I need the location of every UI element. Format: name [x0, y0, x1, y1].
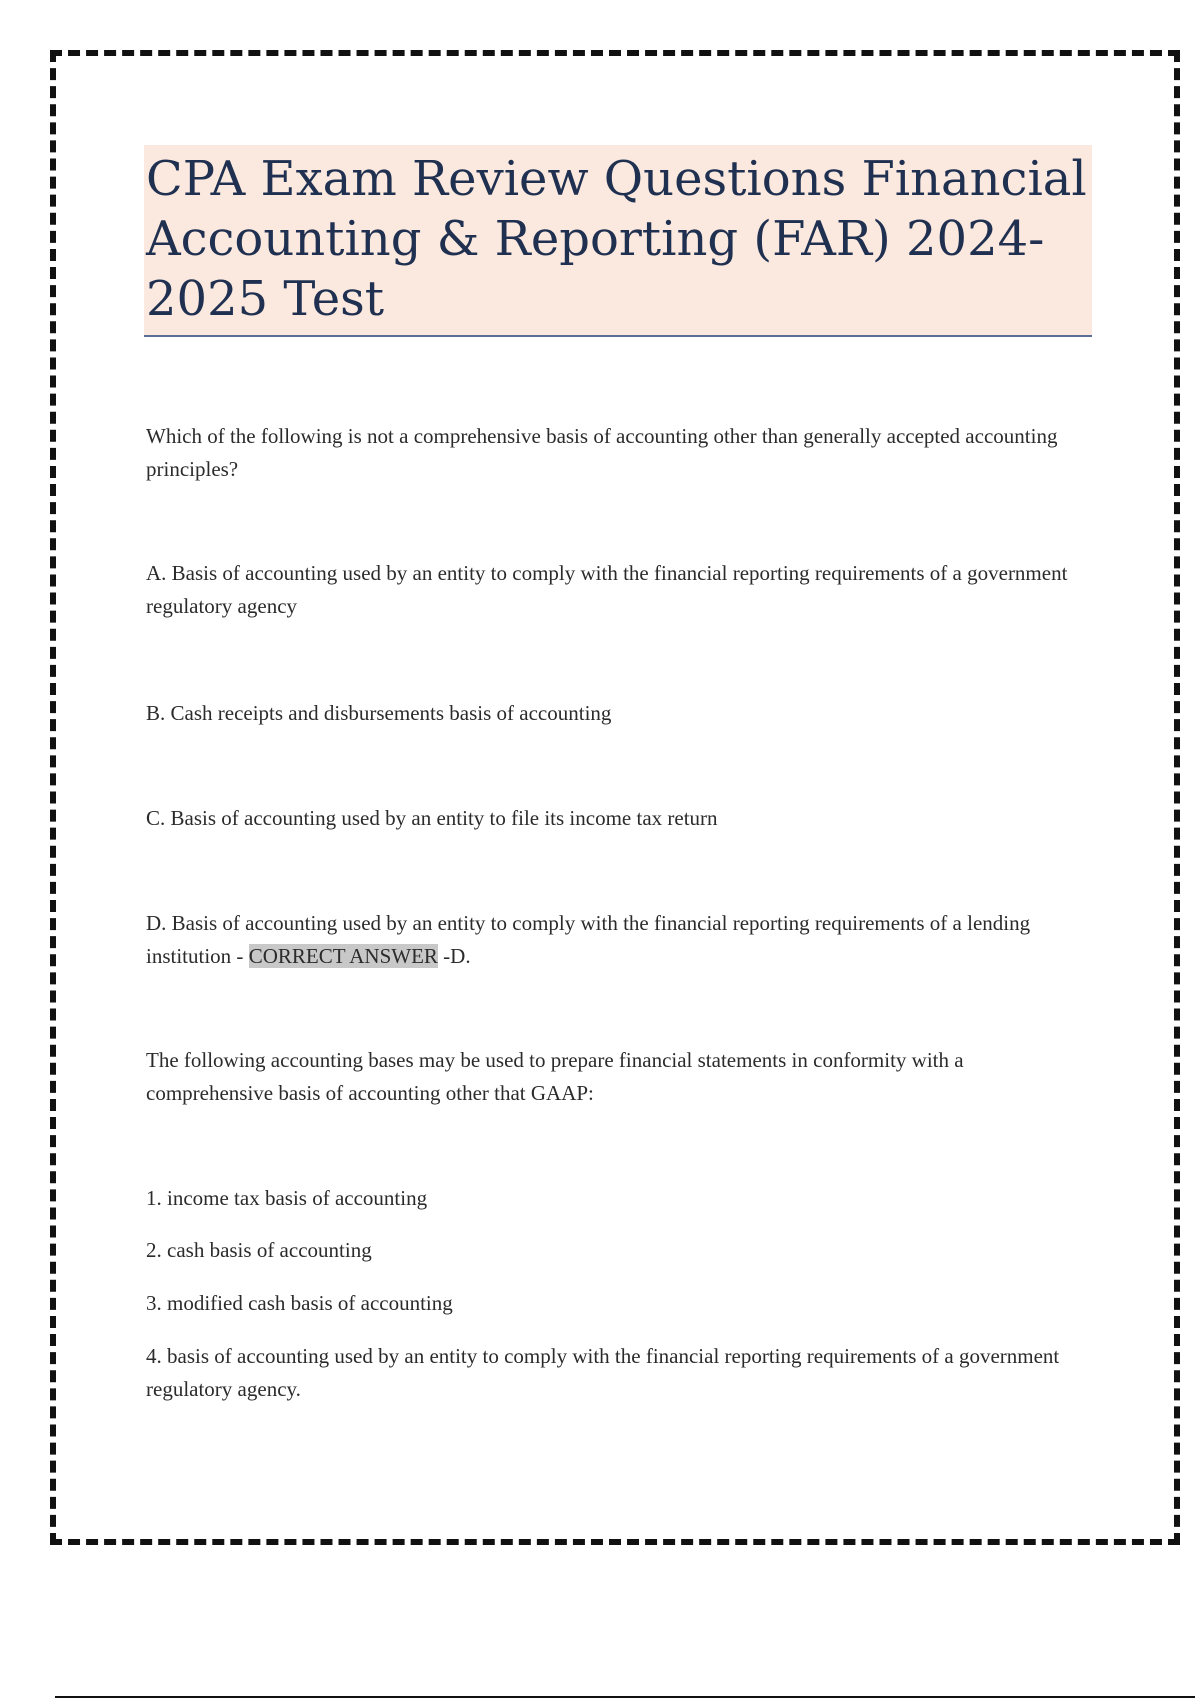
list-item: 1. income tax basis of accounting [146, 1186, 428, 1210]
question-1-option-c: C. Basis of accounting used by an entity to file its income tax return [146, 806, 718, 830]
list-item: 4. basis of accounting used by an entity to comply with the financial reporting requirements of a government regulatory agency. [146, 1344, 1060, 1401]
correct-answer-value: -D. [437, 944, 471, 968]
footer-divider [55, 1696, 1195, 1698]
list-item: 3. modified cash basis of accounting [146, 1291, 453, 1315]
option-d-text: D. Basis of accounting used by an entity to comply with the financial reporting requirements of a lending institution - [146, 911, 1031, 968]
question-1-option-b: B. Cash receipts and disbursements basis of accounting [146, 701, 612, 725]
document-title: CPA Exam Review Questions Financial Accounting & Reporting (FAR) 2024-2025 Test [146, 151, 1087, 327]
question-1-prompt: Which of the following is not a comprehensive basis of accounting other than generally accepted accounting principles? [146, 424, 1058, 481]
list-item: 2. cash basis of accounting [146, 1238, 372, 1262]
question-1-option-a: A. Basis of accounting used by an entity to comply with the financial reporting requirements of a government regulatory agency [146, 561, 1068, 618]
question-2-prompt: The following accounting bases may be used to prepare financial statements in conformity with a comprehensive basis of accounting other that GAAP: [146, 1048, 964, 1105]
correct-answer-label: CORRECT ANSWER [248, 944, 438, 968]
title-banner [144, 145, 1092, 337]
question-1-option-d [146, 907, 1086, 973]
